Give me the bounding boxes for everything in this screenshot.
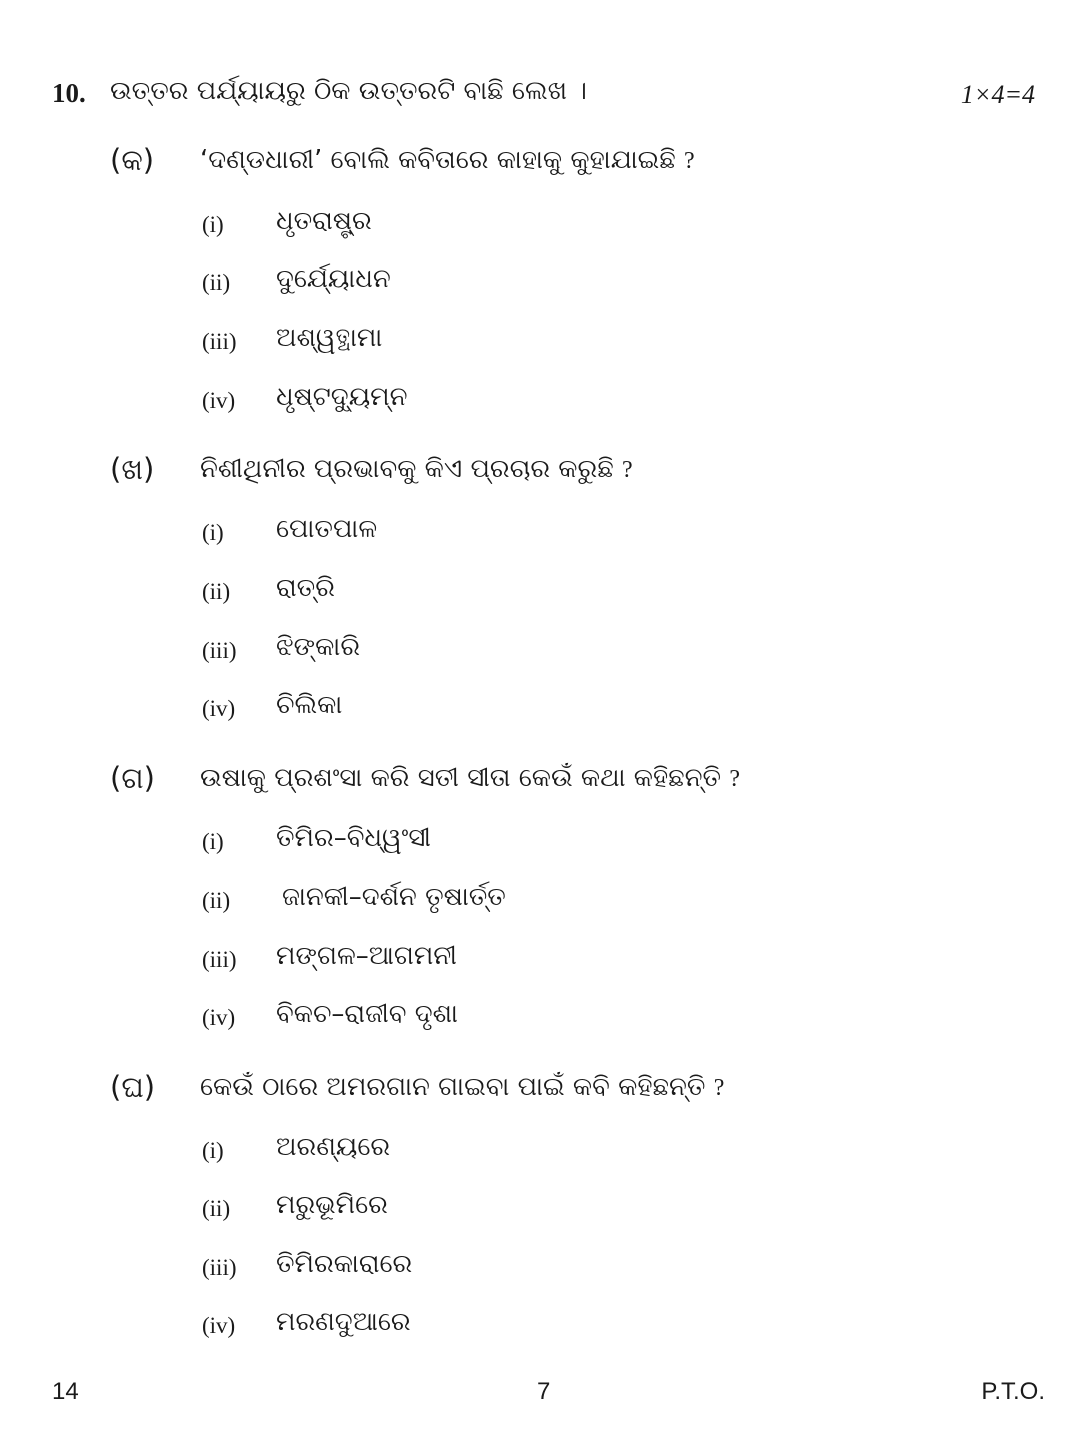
option-text: ଚିଲିକା bbox=[276, 690, 343, 720]
part-label-ka: (କ) bbox=[110, 143, 155, 177]
option-text: ତିମିର–ବିଧ୍ୱଂସୀ bbox=[276, 823, 431, 853]
option-number: (ii) bbox=[202, 1196, 231, 1221]
option-text: ବିକଚ–ରାଜୀବ ଦୃଶା bbox=[276, 999, 458, 1029]
part-stem-kha: ନିଶୀଥିନୀର ପ୍ରଭାବକୁ କିଏ ପ୍ରଚାର କରୁଛି ? bbox=[200, 454, 633, 484]
please-turn-over: P.T.O. bbox=[981, 1378, 1045, 1405]
option-number: (iii) bbox=[202, 638, 237, 663]
question-mark: ? bbox=[729, 766, 740, 792]
option-number: (iii) bbox=[202, 1255, 237, 1280]
option-text: ଜାନକୀ–ଦର୍ଶନ ତୃଷାର୍ତ୍ତ bbox=[282, 882, 506, 912]
option-number: (ii) bbox=[202, 888, 231, 913]
option-text: ମରଣଦୁଆରେ bbox=[276, 1307, 411, 1337]
option-number: (i) bbox=[202, 520, 224, 545]
option-text: ଧୃତରାଷ୍ଟ୍ର bbox=[276, 206, 372, 236]
option-text: ଦୁର୍ଯ୍ୟୋଧନ bbox=[276, 264, 391, 294]
option-number: (iii) bbox=[202, 329, 237, 354]
option-text: ଧୃଷ୍ଟଦ୍ୟୁମ୍ନ bbox=[276, 382, 408, 412]
part-label-gha: (ଘ) bbox=[110, 1070, 156, 1104]
option-text: ପୋତପାଳ bbox=[276, 514, 378, 544]
page-number: 7 bbox=[537, 1378, 551, 1405]
option-number: (iii) bbox=[202, 947, 237, 972]
question-instruction: ଉତ୍ତର ପର୍ଯ୍ୟାୟରୁ ଠିକ ଉତ୍ତରଟି ବାଛି ଲେଖ । bbox=[110, 76, 587, 106]
option-number: (i) bbox=[202, 829, 224, 854]
option-text: ତିମିରକାରାରେ bbox=[276, 1249, 413, 1279]
question-mark: ? bbox=[684, 148, 695, 174]
part-label-ga: (ଗ) bbox=[110, 761, 155, 795]
part-label-kha: (ଖ) bbox=[110, 452, 155, 486]
option-number: (iv) bbox=[202, 1313, 236, 1338]
footer-code: 14 bbox=[52, 1378, 79, 1405]
option-number: (iv) bbox=[202, 388, 236, 413]
option-number: (ii) bbox=[202, 270, 231, 295]
option-text: ଝିଙ୍କାରି bbox=[276, 632, 361, 662]
question-marks: 1×4=4 bbox=[960, 80, 1035, 109]
option-number: (i) bbox=[202, 1138, 224, 1163]
option-number: (ii) bbox=[202, 579, 231, 604]
option-number: (i) bbox=[202, 212, 224, 237]
option-text: ଅରଣ୍ୟରେ bbox=[276, 1132, 391, 1162]
option-text: ଅଶ୍ୱତ୍ଥାମା bbox=[276, 323, 383, 353]
question-number: 10. bbox=[52, 78, 86, 108]
option-number: (iv) bbox=[202, 1005, 236, 1030]
part-stem-gha: କେଉଁ ଠାରେ ଅମରଗାନ ଗାଇବା ପାଇଁ କବି କହିଛନ୍ତି ? bbox=[200, 1072, 725, 1102]
question-mark: ? bbox=[621, 457, 633, 483]
question-mark: ? bbox=[713, 1075, 725, 1101]
part-stem-ka: ‘ଦଣ୍ଡଧାରୀ’ ବୋଲି କବିତାରେ କାହାକୁ କୁହାଯାଇଛି ? bbox=[200, 145, 695, 175]
option-number: (iv) bbox=[202, 696, 236, 721]
option-text: ମରୁଭୂମିରେ bbox=[276, 1190, 388, 1220]
option-text: ରାତ୍ରି bbox=[276, 573, 335, 603]
option-text: ମଙ୍ଗଳ–ଆଗମନୀ bbox=[276, 941, 457, 971]
part-stem-ga: ଉଷାକୁ ପ୍ରଶଂସା କରି ସତୀ ସୀତା କେଉଁ କଥା କହିଛନ୍ତି ? bbox=[200, 763, 740, 793]
